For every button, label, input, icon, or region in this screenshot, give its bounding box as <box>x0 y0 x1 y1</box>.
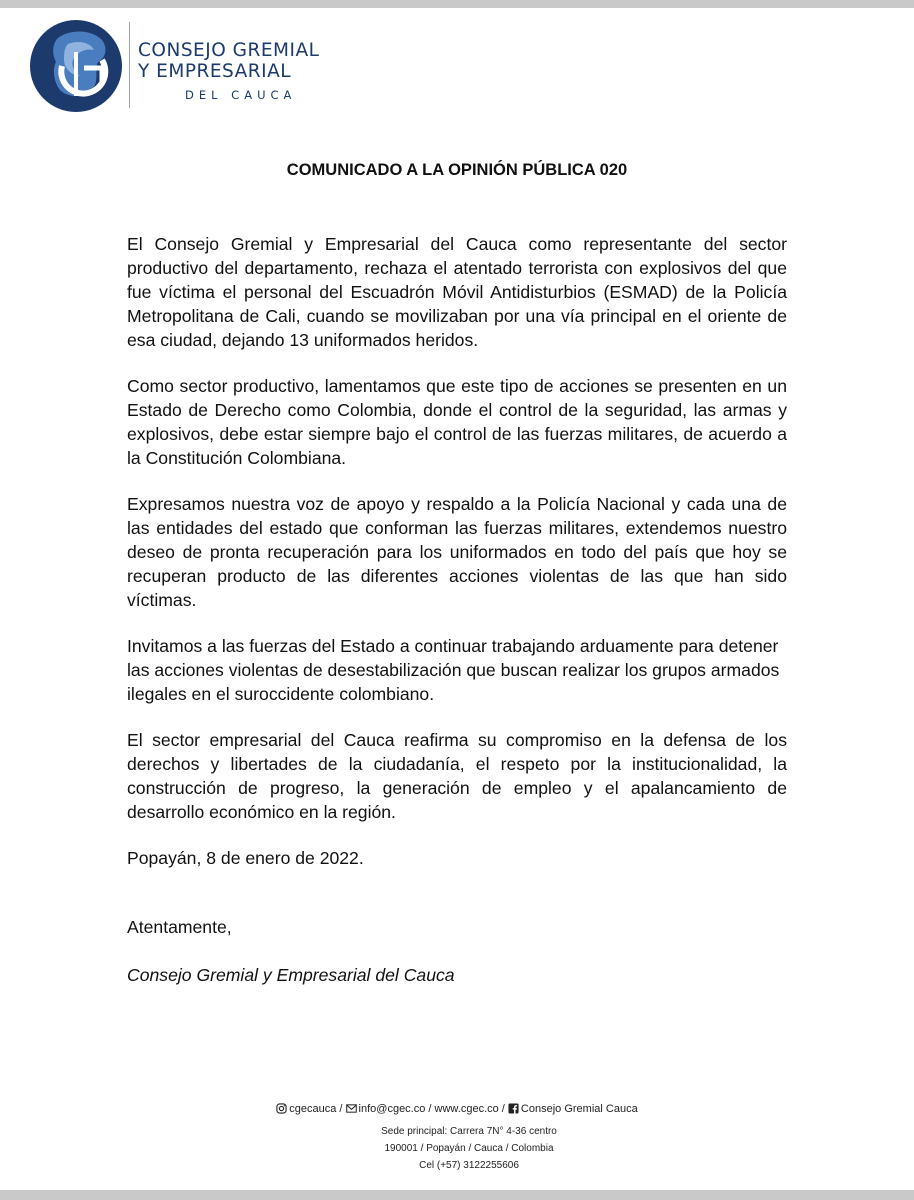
footer-facebook: Consejo Gremial Cauca <box>520 1103 638 1115</box>
top-edge-bar <box>0 0 914 8</box>
org-name-line-1: CONSEJO GREMIAL <box>138 40 320 61</box>
footer-address: Sede principal: Carrera 7N° 4-36 centro <box>381 1126 557 1137</box>
footer-instagram: cgecauca / <box>289 1103 343 1115</box>
organization-logo <box>28 18 124 114</box>
footer-website[interactable]: www.cgec.co / <box>434 1103 505 1115</box>
footer-email[interactable]: info@cgec.co / <box>358 1103 432 1115</box>
footer-contacts <box>0 1103 914 1115</box>
org-name-line-3: DEL CAUCA <box>185 88 297 102</box>
paragraph-1: El Consejo Gremial y Empresarial del Cauca como representante del sector productivo del departamento, rechaza el atentado terrorista con explosivos del que fue víctima el personal del Escuadrón Móvil Antidisturbios (ESMAD) de la Policía Metropolitana de Cali, cuando se movilizaban por una vía principal en el oriente de esa ciudad, dejando 13 uniformados heridos. <box>127 234 787 350</box>
document-body <box>127 232 787 892</box>
paragraph-2: Como sector productivo, lamentamos que este tipo de acciones se presenten en un Estado de Derecho como Colombia, donde el control de la seguridad, las armas y explosivos, debe estar siempre bajo el control de las fuerzas militares, de acuerdo a la Constitución Colombiana. <box>127 376 787 468</box>
signature: Consejo Gremial y Empresarial del Cauca <box>127 965 455 985</box>
closing-salutation: Atentamente, <box>127 917 232 937</box>
place-date: Popayán, 8 de enero de 2022. <box>127 848 364 868</box>
paragraph-3: Expresamos nuestra voz de apoyo y respaldo a la Policía Nacional y cada una de las entidades del estado que conforman las fuerzas militares, extendemos nuestro deseo de pronta recuperación para los uniformados en todo del país que hoy se recuperan producto de las diferentes acciones violentas de las que han sido víctimas. <box>127 494 787 610</box>
bottom-edge-bar <box>0 1190 914 1200</box>
logo-divider <box>129 22 130 108</box>
footer-city: 190001 / Popayán / Cauca / Colombia <box>384 1143 554 1154</box>
footer-phone: Cel (+57) 3122255606 <box>419 1160 519 1171</box>
org-name-line-2: Y EMPRESARIAL <box>138 61 292 82</box>
paragraph-5: El sector empresarial del Cauca reafirma su compromiso en la defensa de los derechos y libertades de la ciudadanía, el respeto por la institucionalidad, la construcción de progreso, la generación de empleo y el apalancamiento de desarrollo económico en la región. <box>127 730 787 822</box>
facebook-icon <box>508 1103 519 1114</box>
document-title: COMUNICADO A LA OPINIÓN PÚBLICA 020 <box>286 161 628 179</box>
email-icon <box>346 1103 357 1114</box>
instagram-icon <box>276 1103 287 1114</box>
paragraph-4: Invitamos a las fuerzas del Estado a continuar trabajando arduamente para detener las acciones violentas de desestabilización que buscan realizar los grupos armados ilegales en el suroccidente colombiano. <box>127 636 780 704</box>
